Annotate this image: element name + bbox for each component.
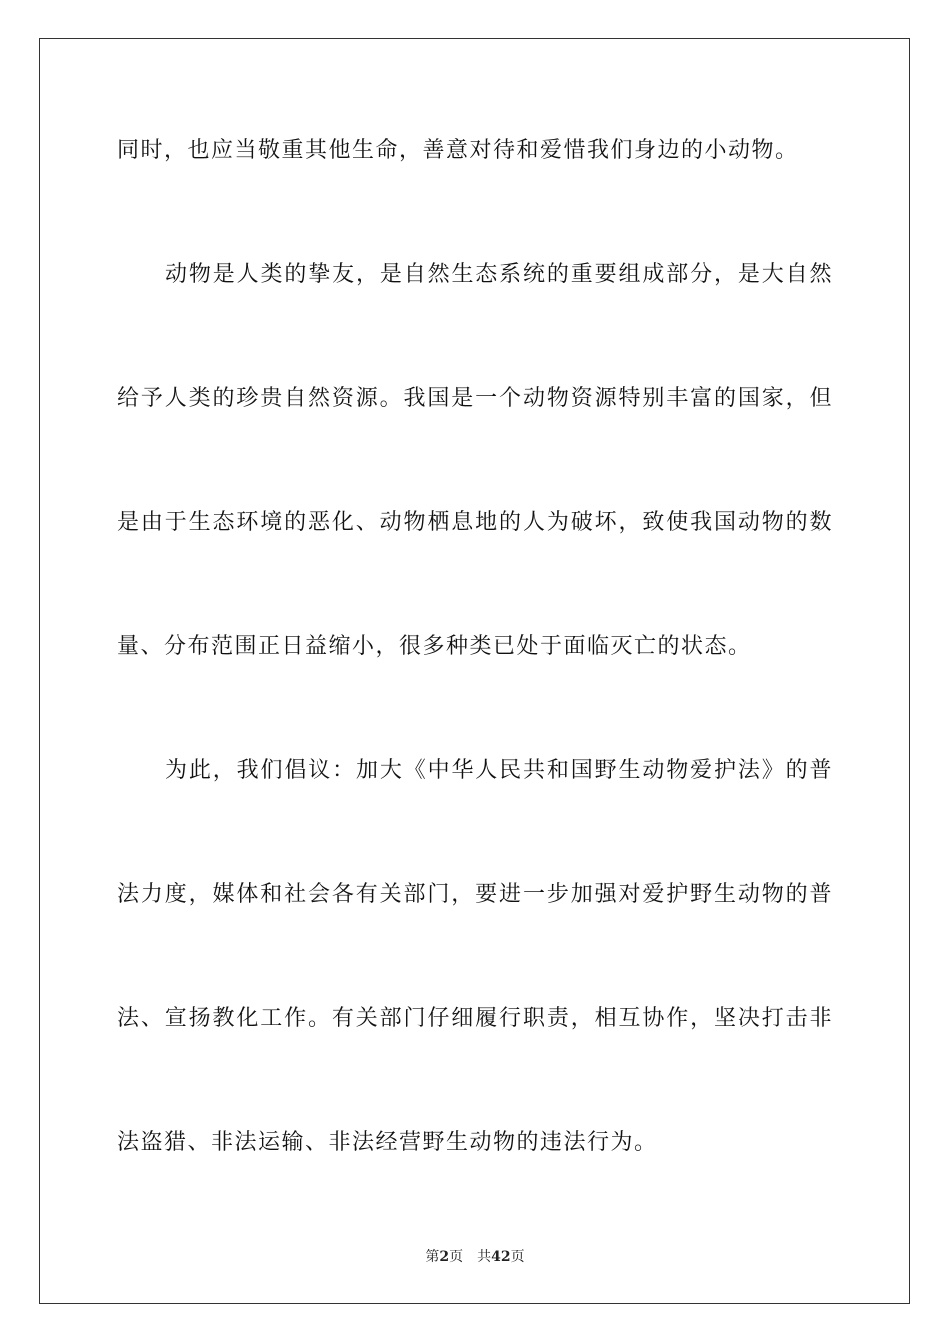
body-text-line-7: 法力度，媒体和社会各有关部门，要进一步加强对爱护野生动物的普 — [117, 882, 833, 907]
page-footer — [0, 1247, 950, 1267]
body-text-line-5: 量、分布范围正日益缩小，很多种类已处于面临灭亡的状态。 — [117, 634, 752, 659]
body-text-line-9: 法盗猎、非法运输、非法经营野生动物的违法行为。 — [117, 1130, 658, 1155]
page-number: 2 — [439, 1249, 450, 1265]
body-text-line-3: 给予人类的珍贵自然资源。我国是一个动物资源特别丰富的国家，但 — [117, 386, 833, 411]
body-text-line-2: 动物是人类的挚友，是自然生态系统的重要组成部分，是大自然 — [165, 262, 833, 287]
total-pages: 42 — [491, 1249, 511, 1265]
page-suffix: 页 — [449, 1249, 464, 1265]
body-text-line-8: 法、宣扬教化工作。有关部门仔细履行职责，相互协作，坚决打击非 — [117, 1006, 833, 1031]
total-prefix: 共 — [477, 1249, 492, 1265]
body-text-line-1: 同时，也应当敬重其他生命，善意对待和爱惜我们身边的小动物。 — [117, 138, 799, 163]
total-suffix: 页 — [510, 1249, 525, 1265]
body-text-line-4: 是由于生态环境的恶化、动物栖息地的人为破坏，致使我国动物的数 — [117, 510, 833, 535]
page-border — [39, 38, 910, 1304]
body-text-line-6: 为此，我们倡议：加大《中华人民共和国野生动物爱护法》的普 — [165, 758, 833, 783]
page-prefix: 第 — [425, 1249, 440, 1265]
